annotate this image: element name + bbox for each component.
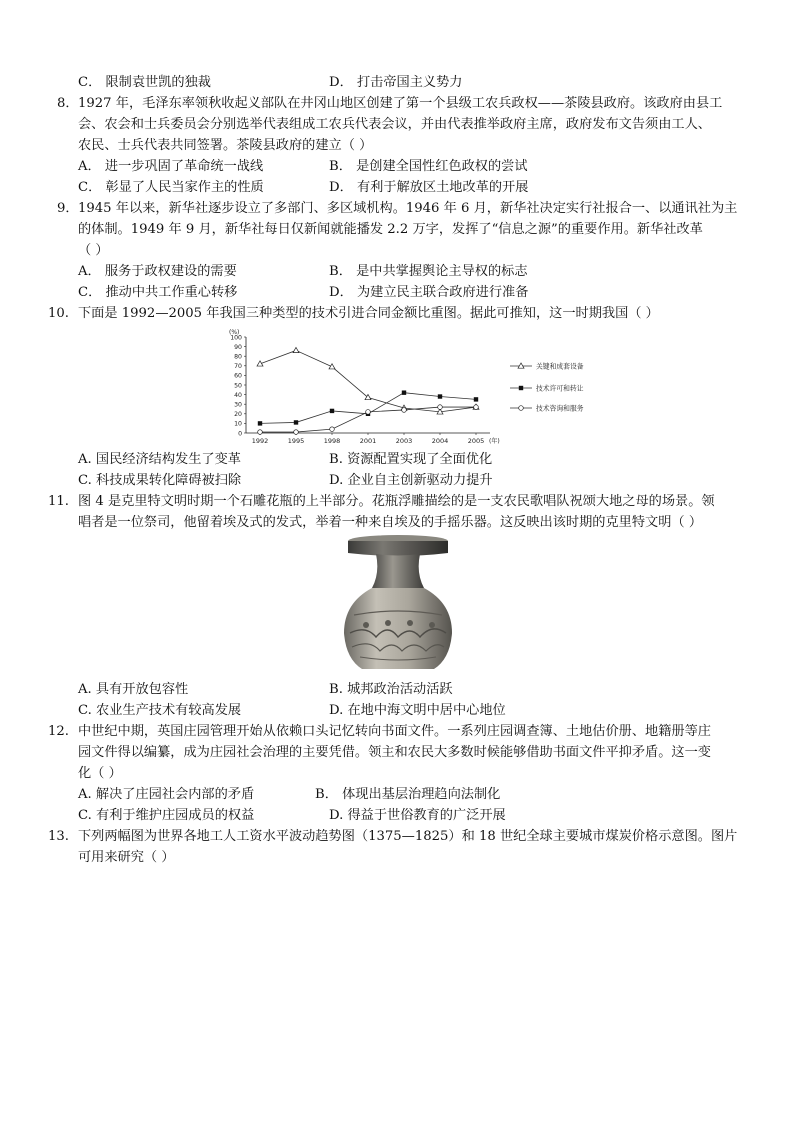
q11-option-b: B. 城邦政治活动活跃 bbox=[329, 682, 453, 697]
q9-option-a: A． 服务于政权建设的需要 bbox=[78, 264, 237, 279]
series-triangle bbox=[257, 347, 479, 414]
y-tick-label: 0 bbox=[238, 430, 242, 438]
y-tick-label: 20 bbox=[234, 411, 242, 419]
x-tick-label: 2003 bbox=[395, 437, 413, 445]
q12-option-d: D. 得益于世俗教育的广泛开展 bbox=[329, 808, 506, 823]
q10-option-a: A. 国民经济结构发生了变革 bbox=[78, 452, 241, 467]
data-point bbox=[402, 408, 407, 413]
q8-option-b: B． 是创建全国性红色政权的尝试 bbox=[329, 159, 528, 174]
q12-option-b: B． 体现出基层治理趋向法制化 bbox=[315, 787, 501, 802]
data-point bbox=[366, 410, 371, 415]
x-tick-label: 1995 bbox=[287, 437, 305, 445]
y-tick-label: 50 bbox=[234, 382, 242, 390]
y-tick-label: 60 bbox=[234, 372, 242, 380]
x-tick-label: 1992 bbox=[251, 437, 269, 445]
data-point bbox=[258, 430, 263, 435]
q8-line-2: 会、农会和士兵委员会分别选举代表组成工农兵代表会议，并由代表推举政府主席，政府发布文告须由工人、 bbox=[78, 117, 711, 132]
y-tick-label: 70 bbox=[234, 363, 242, 371]
q11-number: 11. bbox=[48, 494, 69, 509]
q11-option-c: C. 农业生产技术有较高发展 bbox=[78, 703, 242, 718]
q8-number: 8． bbox=[57, 96, 79, 111]
q9-number: 9． bbox=[57, 201, 79, 216]
data-point bbox=[294, 430, 299, 435]
q11-line-1: 图 4 是克里特文明时期一个石雕花瓶的上半部分。花瓶浮雕描绘的是一支农民歌唱队祝颂大地之母的场景。领 bbox=[78, 494, 715, 509]
q9-option-b: B． 是中共掌握舆论主导权的标志 bbox=[329, 264, 528, 279]
x-tick-label: 2001 bbox=[359, 437, 377, 445]
q11-line-2: 唱者是一位祭司，他留着埃及式的发式，举着一种来自埃及的手摇乐器。这反映出该时期的克里特文明（ ） bbox=[78, 515, 703, 530]
y-axis-unit-label: (%) bbox=[229, 329, 240, 336]
x-axis-unit-label: (年) bbox=[489, 438, 500, 445]
q10-line: 下面是 1992—2005 年我国三种类型的技术引进合同金额比重图。据此可推知，这一时期我国（ ） bbox=[78, 306, 659, 321]
y-tick-label: 40 bbox=[234, 391, 242, 399]
x-axis-ticks bbox=[252, 433, 500, 445]
x-tick-label: 2005 bbox=[467, 437, 485, 445]
x-tick-label: 2004 bbox=[431, 437, 449, 445]
q13-number: 13. bbox=[48, 829, 69, 844]
q12-line-2: 园文件得以编纂，成为庄园社会治理的主要凭借。领主和农民大多数时候能够借助书面文件平抑矛盾。这一变 bbox=[78, 745, 711, 760]
data-point bbox=[294, 420, 298, 424]
legend-marker bbox=[519, 406, 524, 411]
q9-option-c: C． 推动中共工作重心转移 bbox=[78, 285, 238, 300]
y-axis-ticks bbox=[230, 334, 246, 437]
data-point bbox=[474, 397, 478, 401]
data-point bbox=[329, 364, 335, 369]
q9-line-2: 的体制。1949 年 9 月，新华社每日仅新闻就能播发 2.2 万字，发挥了“信息之源”的重要作用。新华社改革 bbox=[78, 222, 703, 237]
q12-number: 12. bbox=[48, 724, 69, 739]
y-tick-label: 100 bbox=[230, 334, 242, 342]
legend-marker bbox=[519, 386, 523, 390]
y-tick-label: 80 bbox=[234, 353, 242, 361]
q7-option-c: C． 限制袁世凯的独裁 bbox=[78, 75, 211, 90]
q9-line-3: （ ） bbox=[78, 243, 109, 258]
q8-line-3: 农民、士兵代表共同签署。茶陵县政府的建立（ ） bbox=[78, 138, 373, 153]
q9-option-d: D． 为建立民主联合政府进行准备 bbox=[329, 285, 529, 300]
q12-option-c: C. 有利于维护庄园成员的权益 bbox=[78, 808, 255, 823]
q12-line-3: 化（ ） bbox=[78, 766, 122, 781]
q8-line-1: 1927 年，毛泽东率领秋收起义部队在井冈山地区创建了第一个县级工农兵政权——茶陵县政府。该政府由县工 bbox=[78, 96, 723, 111]
legend-label: 技术咨询和服务 bbox=[536, 404, 584, 413]
q10-option-d: D. 企业自主创新驱动力提升 bbox=[329, 473, 493, 488]
q10-option-c: C. 科技成果转化障碍被扫除 bbox=[78, 473, 242, 488]
data-point bbox=[474, 405, 479, 410]
q11-option-a: A. 具有开放包容性 bbox=[78, 682, 189, 697]
legend-label: 关键和成套设备 bbox=[536, 362, 584, 371]
data-point bbox=[330, 427, 335, 432]
data-point bbox=[258, 421, 262, 425]
q11-option-d: D. 在地中海文明中居中心地位 bbox=[329, 703, 506, 718]
q10-option-b: B. 资源配置实现了全面优化 bbox=[329, 452, 493, 467]
q10-number: 10. bbox=[48, 306, 69, 321]
chart-series bbox=[257, 347, 479, 434]
legend-label: 技术许可和转让 bbox=[536, 384, 584, 393]
tech-import-line-chart bbox=[228, 328, 598, 450]
q9-line-1: 1945 年以来，新华社逐步设立了多部门、多区域机构。1946 年 6 月，新华社决定实行社报合一、以通讯社为主 bbox=[78, 201, 738, 216]
y-tick-label: 10 bbox=[234, 420, 242, 428]
series-line bbox=[260, 350, 476, 411]
data-point bbox=[402, 390, 406, 394]
stone-vase-image bbox=[336, 533, 460, 677]
q13-line-1: 下列两幅图为世界各地工人工资水平波动趋势图（1375—1825）和 18 世纪全球主要城市煤炭价格示意图。图片 bbox=[78, 829, 738, 844]
x-tick-label: 1998 bbox=[323, 437, 341, 445]
q8-option-a: A． 进一步巩固了革命统一战线 bbox=[78, 159, 264, 174]
chart-legend bbox=[510, 361, 584, 412]
q12-line-1: 中世纪中期，英国庄园管理开始从依赖口头记忆转向书面文件。一系列庄园调查簿、土地估价册、地籍册等庄 bbox=[78, 724, 711, 739]
data-point bbox=[438, 405, 443, 410]
q13-line-2: 可用来研究（ ） bbox=[78, 850, 175, 865]
series-circle bbox=[258, 405, 479, 435]
q8-option-c: C． 彰显了人民当家作主的性质 bbox=[78, 180, 264, 195]
data-point bbox=[438, 394, 442, 398]
q8-option-d: D． 有利于解放区土地改革的开展 bbox=[329, 180, 529, 195]
y-tick-label: 90 bbox=[234, 343, 242, 351]
q12-option-a: A. 解决了庄园社会内部的矛盾 bbox=[78, 787, 255, 802]
chart-axes bbox=[246, 337, 490, 433]
data-point bbox=[330, 409, 334, 413]
y-tick-label: 30 bbox=[234, 401, 242, 409]
data-point bbox=[293, 347, 299, 352]
q7-option-d: D． 打击帝国主义势力 bbox=[329, 75, 463, 90]
